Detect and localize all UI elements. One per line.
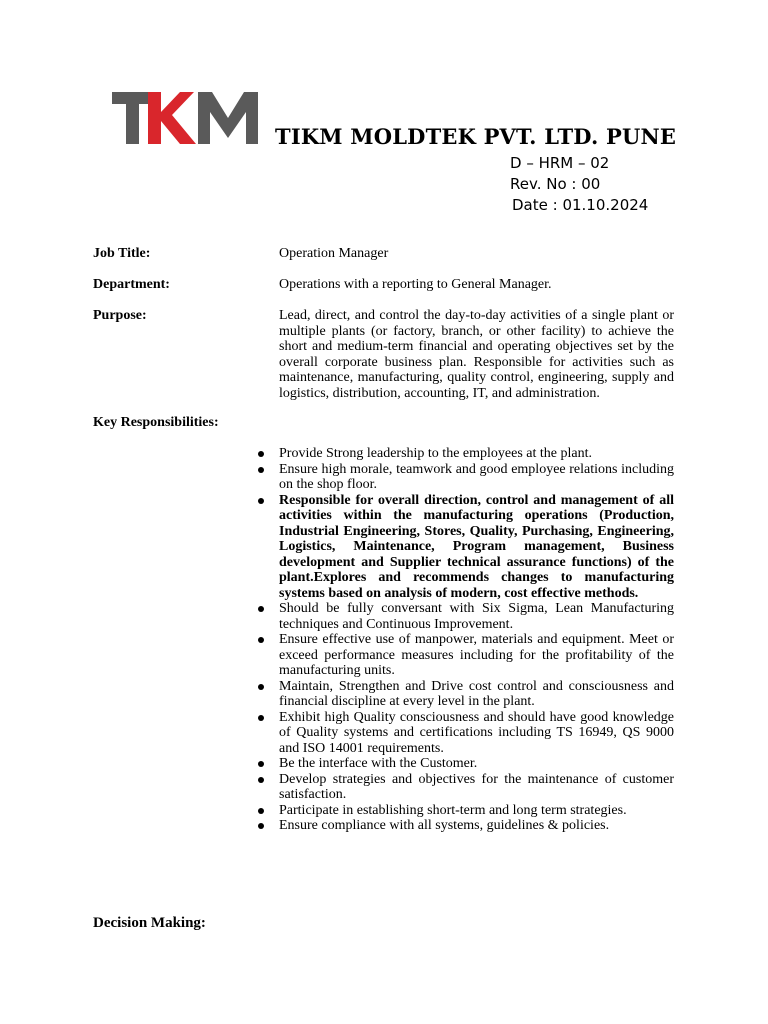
- key-responsibilities-heading: Key Responsibilities:: [93, 415, 219, 430]
- document-date: Date : 01.10.2024: [512, 196, 649, 214]
- purpose-value: Lead, direct, and control the day-to-day activities of a single plant or multiple plants (or factory, branch, or other facility) to achieve the short and medium-term financial and operating objectives set by the overall corporate business plan. Responsible for activities such as maintenance, manufacturing, quality control, engineering, supply and logistics, distribution, accounting, IT, and administration.: [279, 308, 674, 401]
- list-item: Responsible for overall direction, control and management of all activities within the manufacturing operations (Production, Industrial Engineering, Stores, Quality, Purchasing, Engineering, Logistics, Maintenance, Program management, Business development and Supplier technical assurance functions) of the plant.Explores and recommends changes to manufacturing systems based on analysis of modern, cost effective methods.: [279, 492, 674, 601]
- list-item: Be the interface with the Customer.: [279, 756, 674, 772]
- revision-number: Rev. No : 00: [510, 175, 601, 193]
- list-item: Provide Strong leadership to the employees at the plant.: [279, 446, 674, 462]
- company-logo: [112, 92, 258, 144]
- list-item: Maintain, Strengthen and Drive cost control and consciousness and financial discipline at every level in the plant.: [279, 678, 674, 709]
- decision-making-heading: Decision Making:: [93, 915, 206, 931]
- list-item: Exhibit high Quality consciousness and should have good knowledge of Quality systems and certifications including TS 16949, QS 9000 and ISO 14001 requirements.: [279, 709, 674, 756]
- company-name: TIKM MOLDTEK PVT. LTD. PUNE: [275, 124, 677, 149]
- job-title-label: Job Title:: [93, 246, 151, 261]
- document-code: D – HRM – 02: [510, 154, 610, 172]
- list-item: Ensure high morale, teamwork and good employee relations including on the shop floor.: [279, 461, 674, 492]
- job-title-value: Operation Manager: [279, 246, 389, 261]
- list-item: Ensure effective use of manpower, materials and equipment. Meet or exceed performance measures including for the profitability of the manufacturing units.: [279, 632, 674, 678]
- list-item: Should be fully conversant with Six Sigma, Lean Manufacturing techniques and Continuous Improvement.: [279, 601, 674, 632]
- department-label: Department:: [93, 277, 170, 292]
- responsibilities-list: [279, 446, 674, 834]
- document-meta: [510, 153, 648, 216]
- list-item: Develop strategies and objectives for the maintenance of customer satisfaction.: [279, 771, 674, 802]
- list-item: Participate in establishing short-term and long term strategies.: [279, 803, 674, 819]
- purpose-label: Purpose:: [93, 308, 147, 323]
- department-value: Operations with a reporting to General Manager.: [279, 277, 552, 292]
- list-item: Ensure compliance with all systems, guidelines & policies.: [279, 818, 674, 834]
